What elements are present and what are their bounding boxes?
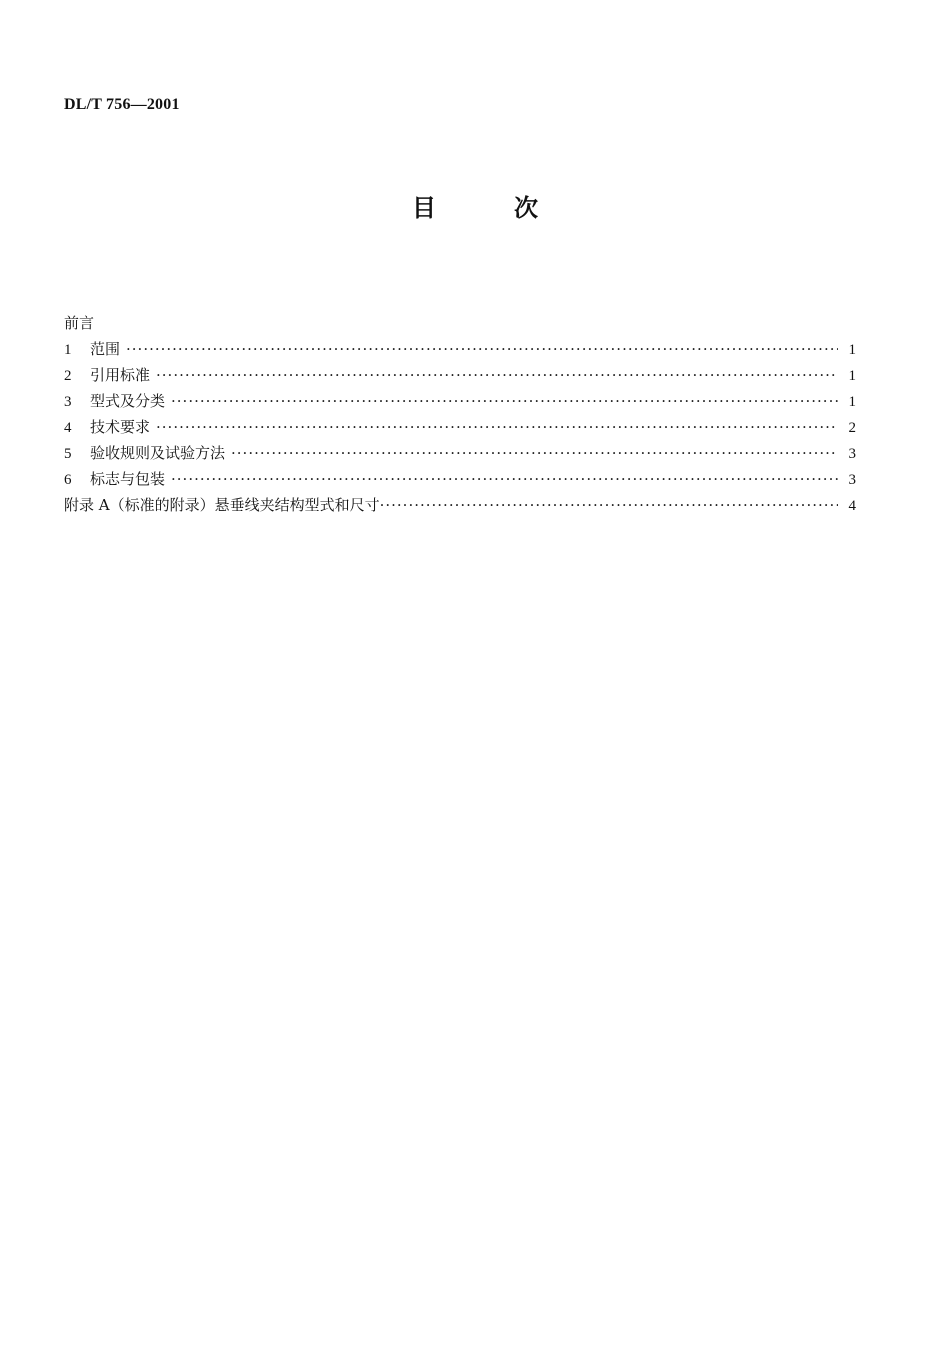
toc-entry-label: 标志与包装 [90, 470, 166, 488]
toc-entry-page: 1 [848, 368, 856, 384]
title-char-2: 次 [514, 194, 538, 222]
toc-entry-label: 引用标准 [90, 366, 151, 384]
toc-entry-number: 5 [64, 446, 72, 462]
toc-entry-number: 6 [64, 472, 72, 488]
toc-entry-marking[interactable] [64, 466, 856, 492]
toc-leader-dots [156, 414, 838, 440]
page-title [0, 188, 950, 223]
toc-leader-dots [156, 362, 838, 388]
document-code: DL/T 756—2001 [64, 96, 180, 113]
toc-entry-label: 范围 [90, 340, 121, 358]
toc-entry-label: 型式及分类 [90, 392, 166, 410]
toc-entry-label: 技术要求 [90, 418, 151, 436]
toc-entry-page: 2 [848, 420, 856, 436]
toc-entry-number: 2 [64, 368, 72, 384]
toc-entry-label: 附录 A（标准的附录）悬垂线夹结构型式和尺寸 [64, 496, 380, 514]
toc-entry-page: 1 [848, 394, 856, 410]
toc-entry-page: 1 [848, 342, 856, 358]
toc-entry-scope[interactable] [64, 336, 856, 362]
toc-entry-requirements[interactable] [64, 414, 856, 440]
toc-leader-dots [171, 388, 838, 414]
toc-entry-references[interactable] [64, 362, 856, 388]
title-char-1: 目 [412, 194, 436, 222]
toc-foreword[interactable]: 前言 [64, 314, 95, 332]
toc-entry-number: 1 [64, 342, 72, 358]
toc-entry-acceptance[interactable] [64, 440, 856, 466]
toc-entry-appendix-a[interactable] [64, 492, 856, 518]
toc-entry-number: 4 [64, 420, 72, 436]
toc-leader-dots [231, 440, 838, 466]
toc-entry-page: 3 [848, 446, 856, 462]
toc-leader-dots [380, 492, 838, 518]
toc-entry-label: 验收规则及试验方法 [90, 444, 226, 462]
toc-entry-types[interactable] [64, 388, 856, 414]
table-of-contents [64, 310, 856, 518]
toc-entry-page: 3 [848, 472, 856, 488]
toc-entry-page: 4 [848, 498, 856, 514]
toc-leader-dots [171, 466, 838, 492]
toc-entry-number: 3 [64, 394, 72, 410]
toc-leader-dots [126, 336, 838, 362]
